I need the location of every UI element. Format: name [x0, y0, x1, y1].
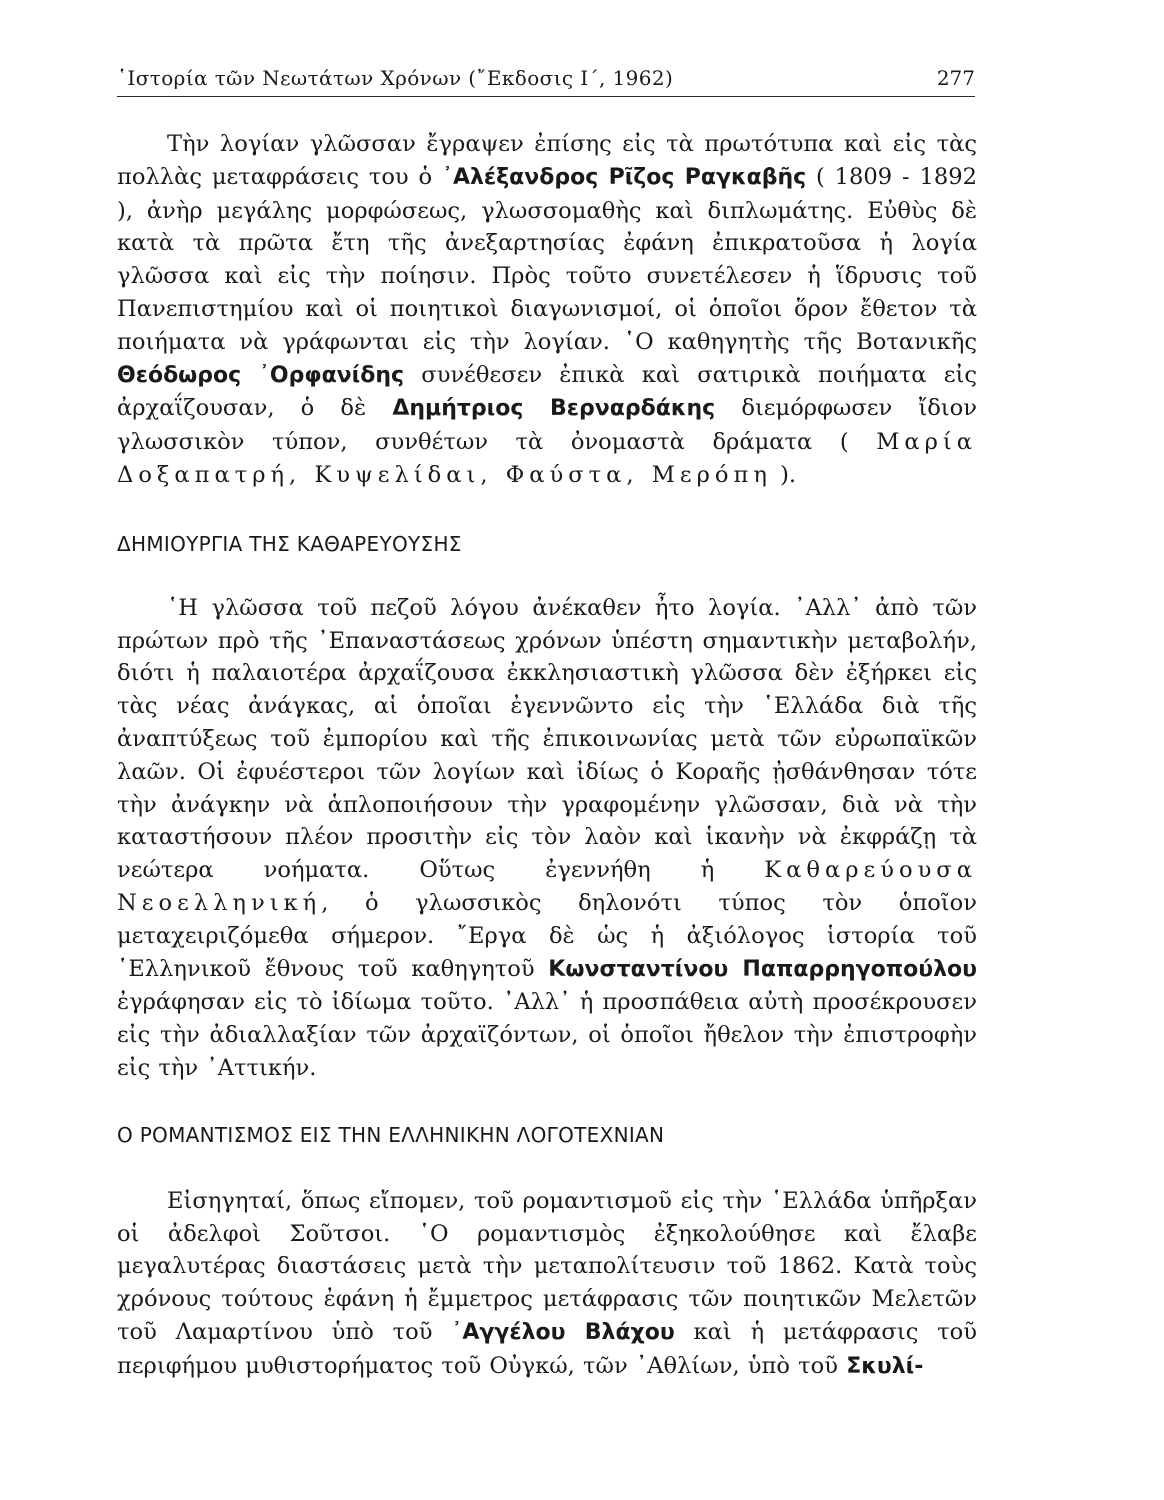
name-vernardakis: Δημήτριος Βερναρδάκης [392, 396, 716, 422]
text-run: καὶ ἡ μετάφρασις τοῦ περιφήμου μυθιστορήματος τοῦ Οὐγκώ, τῶν ᾿Αθλίων, ὑπὸ τοῦ [117, 1318, 977, 1379]
text-run: Εἰσηγηταί, ὅπως εἴπομεν, τοῦ ρομαντισμοῦ εἰς τὴν ῾Ελλάδα ὑπῆρξαν οἱ ἀδελφοὶ Σοῦτσοι. ῾Ο ρομαντισμὸς ἐξηκολούθησε καὶ ἔλαβε μεγαλυτέρας διαστάσεις μετὰ τὴν μεταπολίτευσιν τοῦ 1862. Κατὰ τοὺς χρόνους τούτους ἐφάνη ἡ ἔμμετρος μετάφρασις τῶν ποιητικῶν Μελετῶν τοῦ Λαμαρτίνου ὑπὸ τοῦ [117, 1187, 977, 1345]
text-run: ( 1809 - 1892 ), ἀνὴρ μεγάλης μορφώσεως, γλωσσομαθὴς καὶ διπλωμάτης. Εὐθὺς δὲ κατὰ τὰ πρῶτα ἔτη τῆς ἀνεξαρτησίας ἐφάνη ἐπικρατοῦσα ἡ λογία γλῶσσα καὶ εἰς τὴν ποίησιν. Πρὸς τοῦτο συνετέλεσεν ἡ ἵδρυσις τοῦ Πανεπιστημίου καὶ οἱ ποιητικοὶ διαγωνισμοί, οἱ ὁποῖοι ὅρον ἔθετον τὰ ποιήματα νὰ γράφωνται εἰς τὴν λογίαν. ῾Ο καθηγητὴς τῆς Βοτανικῆς [117, 163, 977, 355]
paragraph-rangavis [117, 128, 977, 492]
page-body [117, 128, 977, 1384]
paragraph-romanticism [117, 1185, 977, 1384]
heading-romanticism: Ο ΡΟΜΑΝΤΙΣΜΟΣ ΕΙΣ ΤΗΝ ΕΛΛΗΝΙΚΗΝ ΛΟΓΟΤΕΧΝΙΑΝ [117, 1122, 665, 1147]
name-paparrigopoulos: Κωνσταντίνου Παπαρρηγοπούλου [548, 956, 977, 982]
text-run: , ὁ γλωσσικὸς δηλονότι τύπος τὸν ὁποῖον μεταχειριζόμεθα σήμερον. ῎Εργα δὲ ὡς ἡ ἀξιόλογος ἱστορία τοῦ ῾Ελληνικοῦ ἔθνους τοῦ καθηγητοῦ [117, 889, 977, 982]
text-run: Τὴν λογίαν γλῶσσαν ἔγραψεν ἐπίσης εἰς τὰ πρωτότυπα καὶ εἰς τὰς πολλὰς μεταφράσεις του ὁ [117, 131, 977, 190]
heading-katharevousa: ΔΗΜΙΟΥΡΓΙΑ ΤΗΣ ΚΑΘΑΡΕΥΟΥΣΗΣ [117, 531, 462, 556]
name-orfanidis: Θεόδωρος ᾿Ορφανίδης [117, 362, 405, 388]
text-run: ἐγράφησαν εἰς τὸ ἰδίωμα τοῦτο. ᾿Αλλ᾿ ἡ προσπάθεια αὐτὴ προσέκρουσεν εἰς τὴν ἀδιαλλαξίαν τῶν ἀρχαϊζόντων, οἱ ὁποῖοι ἤθελον τὴν ἐπιστροφὴν εἰς τὴν ᾿Αττικήν. [117, 989, 977, 1081]
term-katharevousa: Καθαρεύουσα Νεοελληνική [117, 857, 977, 916]
running-header [117, 62, 975, 97]
paragraph-katharevousa [117, 592, 977, 1085]
running-title: ῾Ιστορία τῶν Νεωτάτων Χρόνων (῎Εκδοσις Ι΄, 1962) [117, 66, 674, 90]
text-run: ῾Η γλῶσσα τοῦ πεζοῦ λόγου ἀνέκαθεν ἦτο λογία. ᾿Αλλ᾿ ἀπὸ τῶν πρώτων πρὸ τῆς ᾿Επαναστάσεως χρόνων ὑπέστη σημαντικὴν μεταβολήν, διότι ἡ παλαιοτέρα ἀρχαΐζουσα ἐκκλησιαστικὴ γλῶσσα δὲν ἐξήρκει εἰς τὰς νέας ἀνάγκας, αἱ ὁποῖαι ἐγεννῶντο εἰς τὴν ῾Ελλάδα διὰ τῆς ἀναπτύξεως τοῦ ἐμπορίου καὶ τῆς ἐπικοινωνίας μετὰ τῶν εὐρωπαϊκῶν λαῶν. Οἱ ἐφυέστεροι τῶν λογίων καὶ ἰδίως ὁ Κοραῆς ᾐσθάνθησαν τότε τὴν ἀνάγκην νὰ ἁπλοποιήσουν τὴν γραφομένην γλῶσσαν, διὰ νὰ τὴν καταστήσουν πλέον προσιτὴν εἰς τὸν λαὸν καὶ ἱκανὴν νὰ ἐκφράζῃ τὰ νεώτερα νοήματα. Οὕτως ἐγεννήθη ἡ [117, 594, 977, 884]
drama-titles: Μαρία Δοξαπατρή, Κυψελίδαι, Φαύστα, Μερόπη [117, 429, 977, 488]
name-rangavis: ᾿Αλέξανδρος Ρῖζος Ραγκαβῆς [441, 164, 807, 190]
name-skylissis: Σκυλί- [846, 1353, 924, 1379]
page-number: 277 [936, 66, 975, 90]
name-vlachos: ᾿Αγγέλου Βλάχου [451, 1319, 675, 1345]
text-run: συνέθεσεν ἐπικὰ καὶ σατιρικὰ ποιήματα εἰς ἀρχαΐζουσαν, ὁ δὲ [117, 361, 977, 422]
text-run: ). [771, 461, 797, 488]
text-run: διεμόρφωσεν ἴδιον γλωσσικὸν τύπον, συνθέτων τὰ ὀνομαστὰ δράματα ( [117, 395, 977, 456]
